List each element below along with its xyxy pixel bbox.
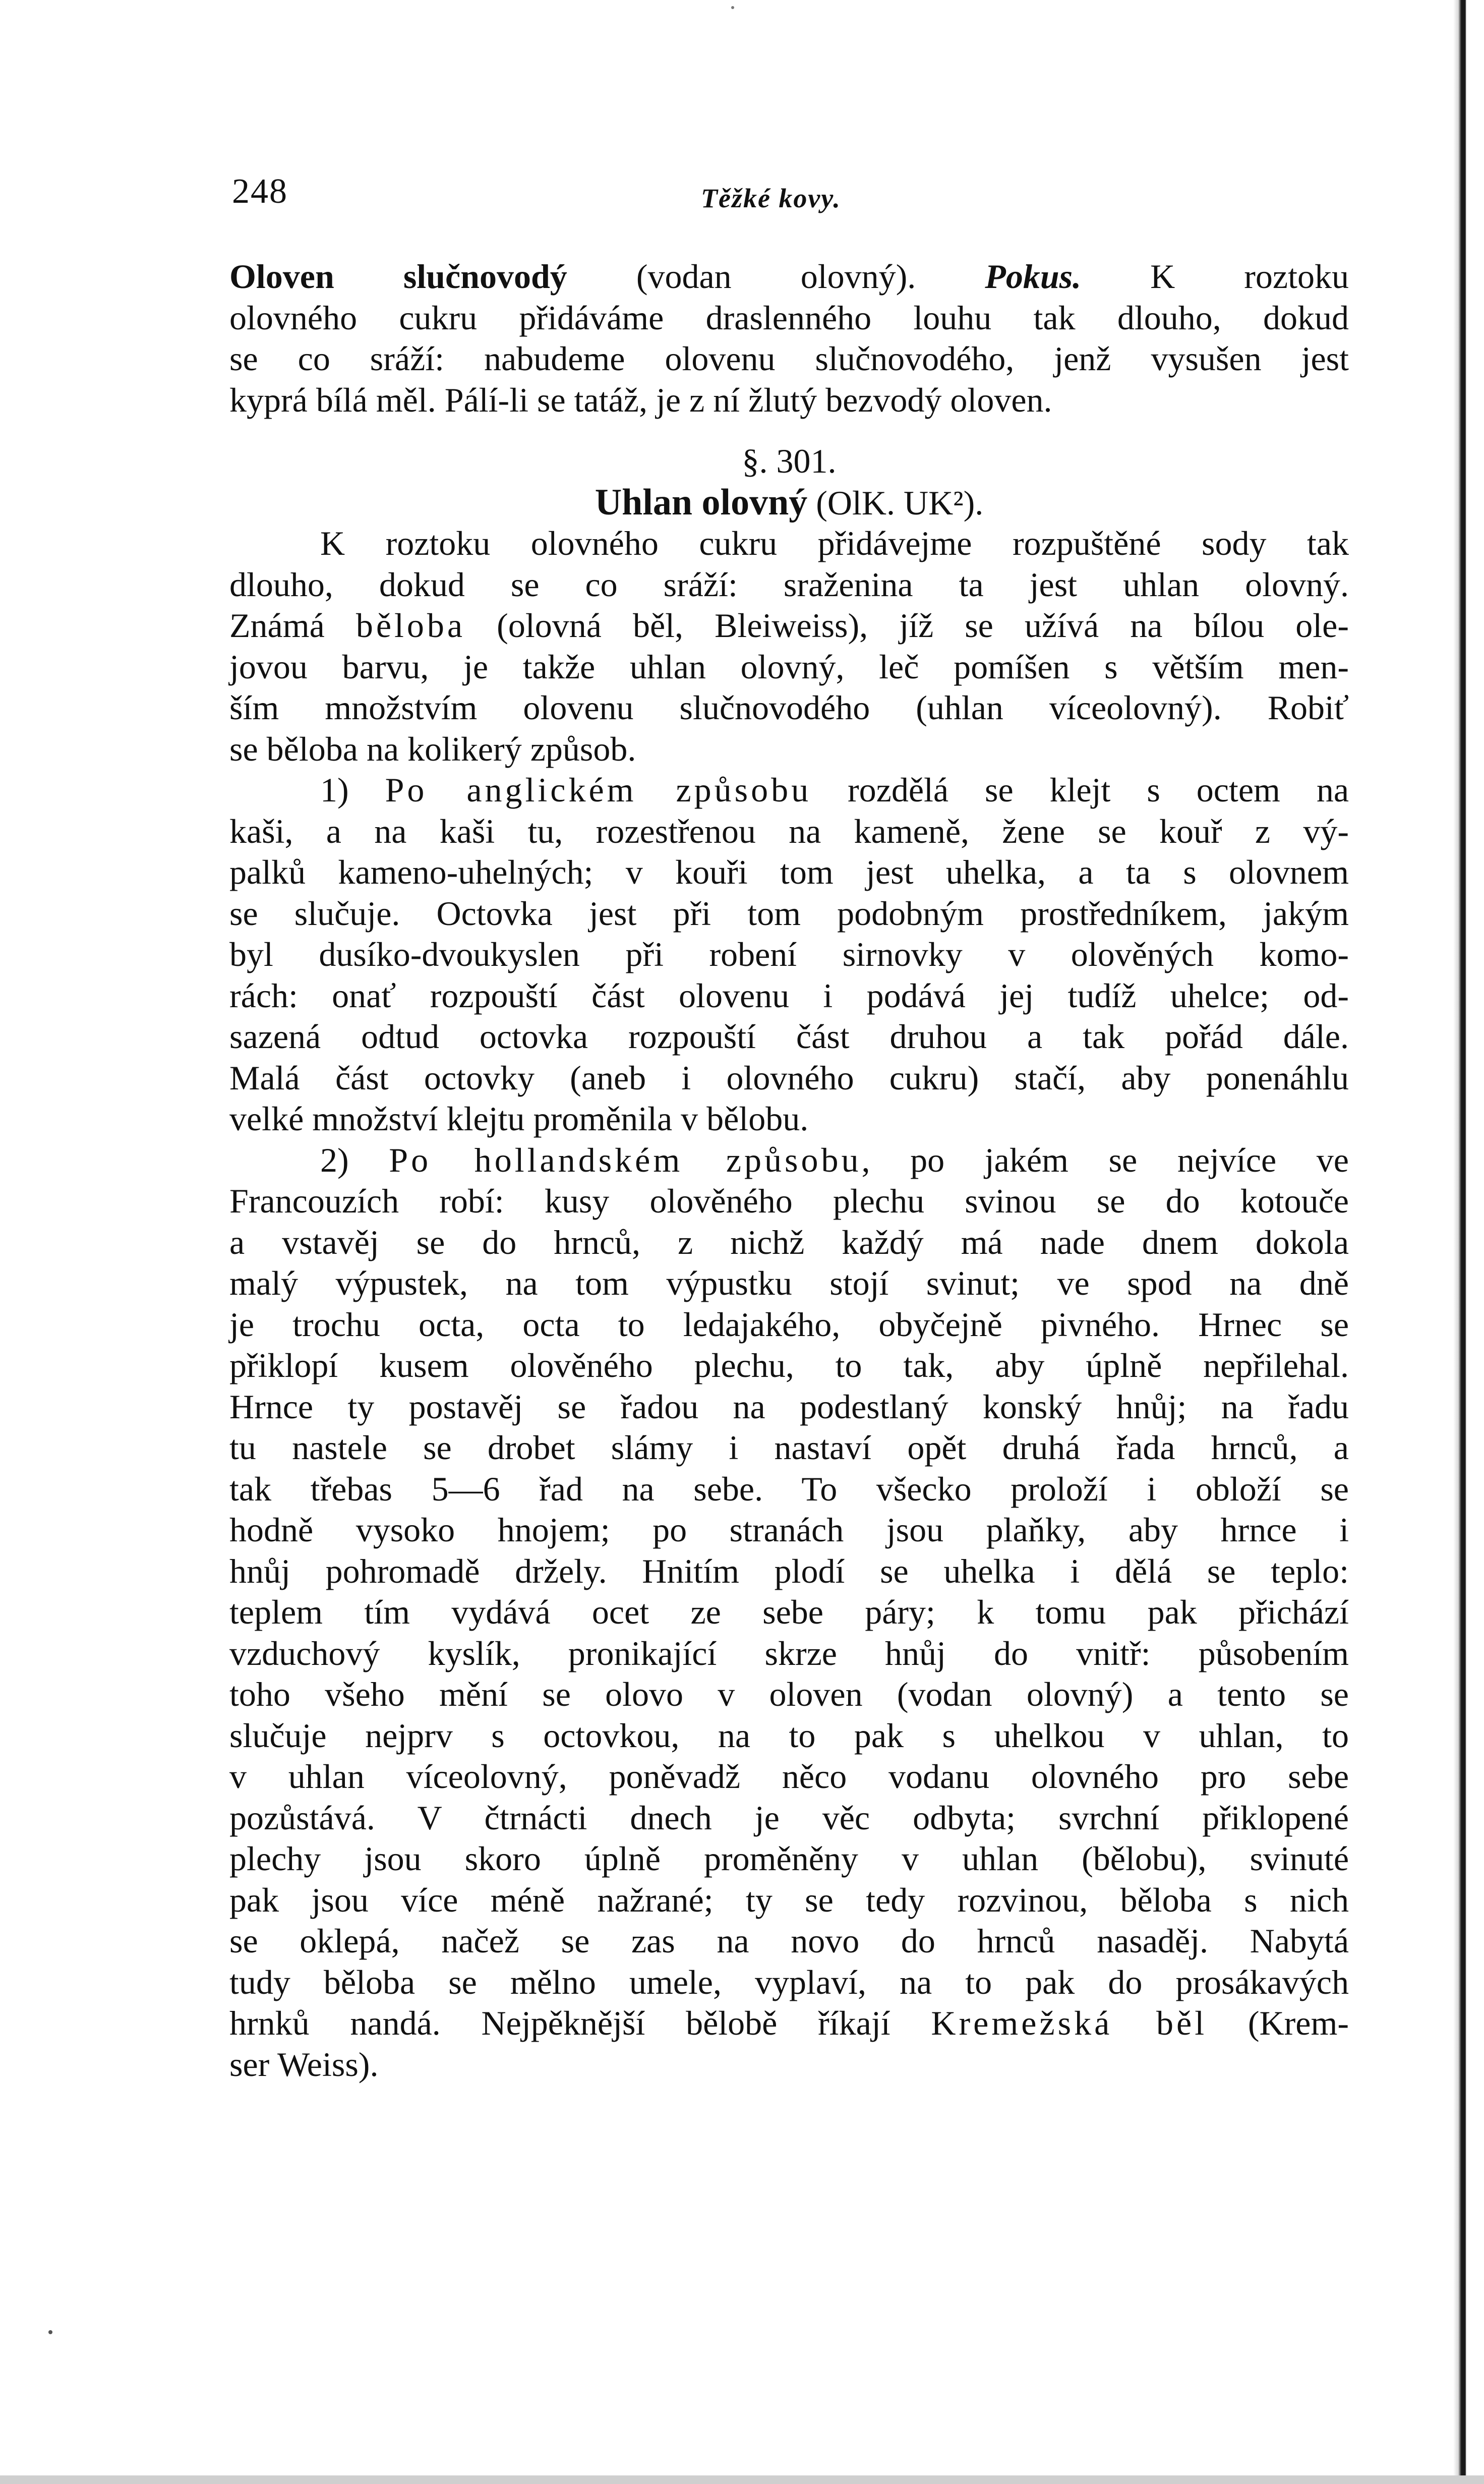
text-line: dlouho, dokud se co sráží: sraženina ta jest uhlan olovný. (229, 565, 1349, 604)
spaced-term: Po hollandském způsobu (389, 1140, 862, 1179)
text-line: slučuje nejprv s octovkou, na to pak s uhelkou v uhlan, to (229, 1716, 1349, 1755)
text-line: rách: onať rozpouští část olovenu i podává jej tudíž uhelce; od- (229, 976, 1349, 1015)
running-title: Těžké kovy. (701, 183, 841, 213)
text-line: olovného cukru přidáváme draslenného louhu tak dlouho, dokud (229, 298, 1349, 337)
text-line: pak jsou více méně nažrané; ty se tedy rozvinou, běloba s nich (229, 1880, 1349, 1919)
section-title: Uhlan olovný (OlK. UK²). (595, 481, 984, 523)
text-line: se oklepá, načež se zas na novo do hrnců nasaděj. Nabytá (229, 1922, 1349, 1960)
text-line: se slučuje. Octovka jest při tom podobným prostředníkem, jakým (229, 894, 1349, 933)
text-line: teplem tím vydává ocet ze sebe páry; k tomu pak přichází (229, 1593, 1349, 1631)
text-line: Hrnce ty postavěj se řadou na podestlaný konský hnůj; na řadu (229, 1387, 1349, 1426)
text-line: ser Weiss). (229, 2045, 379, 2084)
text-line: hodně vysoko hnojem; po stranách jsou plaňky, aby hrnce i (229, 1511, 1349, 1549)
text-line: kyprá bílá měl. Pálí-li se tatáž, je z ní žlutý bezvodý oloven. (229, 380, 1052, 419)
scan-bottom-edge (0, 2475, 1484, 2484)
text-line: palků kameno-uhelných; v kouři tom jest uhelka, a ta s olovnem (229, 853, 1349, 891)
text-line: byl dusíko-dvoukyslen při robení sirnovky v olověných komo- (229, 935, 1349, 973)
text-line: sazená odtud octovka rozpouští část druhou a tak pořád dále. (229, 1017, 1349, 1056)
text-line: jovou barvu, je takže uhlan olovný, leč pomíšen s větším men- (229, 647, 1349, 686)
text-line: se co sráží: nabudeme olovenu slučnovodého, jenž vysušen jest (229, 339, 1349, 378)
text-line: 2) Po hollandském způsobu, po jakém se nejvíce ve (320, 1140, 1349, 1179)
text-line: kaši, a na kaši tu, rozestřenou na kameně, žene se kouř z vý- (229, 812, 1349, 850)
spaced-term: Po anglickém způsobu (385, 771, 812, 809)
text-line: plechy jsou skoro úplně proměněny v uhlan (bělobu), svinuté (229, 1839, 1349, 1878)
scan-speck (731, 6, 734, 9)
term-heading: Oloven slučnovodý (229, 257, 567, 296)
text-line: 1) Po anglickém způsobu rozdělá se klejt s octem na (320, 771, 1349, 809)
text-line: je trochu octa, octa to ledajakého, obyčejně pivného. Hrnec se (229, 1305, 1349, 1344)
text-line: K roztoku olovného cukru přidávejme rozpuštěné sody tak (320, 524, 1349, 562)
page-header (232, 171, 1351, 222)
body-text (229, 256, 1349, 2085)
text-line: tak třebas 5—6 řad na sebe. To všecko proloží i obloží se (229, 1469, 1349, 1508)
text-line: hnůj pohromadě držely. Hnitím plodí se uhelka i dělá se teplo: (229, 1551, 1349, 1590)
text-line: se běloba na kolikerý způsob. (229, 729, 636, 768)
text-line: přiklopí kusem olověného plechu, to tak, aby úplně nepřilehal. (229, 1346, 1349, 1384)
section-number: §. 301. (742, 442, 837, 480)
pokus-label: Pokus. (985, 257, 1082, 296)
page-edge-shadow (1453, 0, 1484, 2484)
spaced-term: běloba (355, 606, 466, 645)
text-line: malý výpustek, na tom výpustku stojí svinut; ve spod na dně (229, 1264, 1349, 1302)
scan-speck (48, 2330, 52, 2334)
text-line: velké množství klejtu proměnila v bělobu. (229, 1100, 809, 1138)
text-line: tu nastele se drobet slámy i nastaví opět druhá řada hrnců, a (229, 1428, 1349, 1467)
text-line: toho všeho mění se olovo v oloven (vodan olovný) a tento se (229, 1675, 1349, 1713)
text-line: Známá běloba (olovná běl, Bleiweiss), jíž se užívá na bílou ole- (229, 606, 1349, 645)
text-line: Malá část octovky (aneb i olovného cukru) stačí, aby ponenáhlu (229, 1058, 1349, 1097)
text-line: pozůstává. V čtrnácti dnech je věc odbyta; svrchní přiklopené (229, 1798, 1349, 1837)
text-line: ším množstvím olovenu slučnovodého (uhlan víceolovný). Robiť (229, 688, 1349, 727)
text-line: v uhlan víceolovný, poněvadž něco vodanu olovného pro sebe (229, 1757, 1349, 1796)
page-number: 248 (232, 172, 288, 211)
text-line: vzduchový kyslík, pronikající skrze hnůj do vnitř: působením (229, 1634, 1349, 1672)
text-line: hrnků nandá. Nejpěknější bělobě říkají Kremežská běl (Krem- (229, 2004, 1349, 2042)
text-line: Francouzích robí: kusy olověného plechu svinou se do kotouče (229, 1182, 1349, 1220)
text-line: a vstavěj se do hrnců, z nichž každý má nade dnem dokola (229, 1223, 1349, 1261)
text-line: Oloven slučnovodý (vodan olovný). Pokus. K roztoku (229, 257, 1349, 296)
text-line: tudy běloba se mělno umele, vyplaví, na to pak do prosákavých (229, 1962, 1349, 2001)
spaced-term: Kremežská běl (931, 2004, 1208, 2042)
